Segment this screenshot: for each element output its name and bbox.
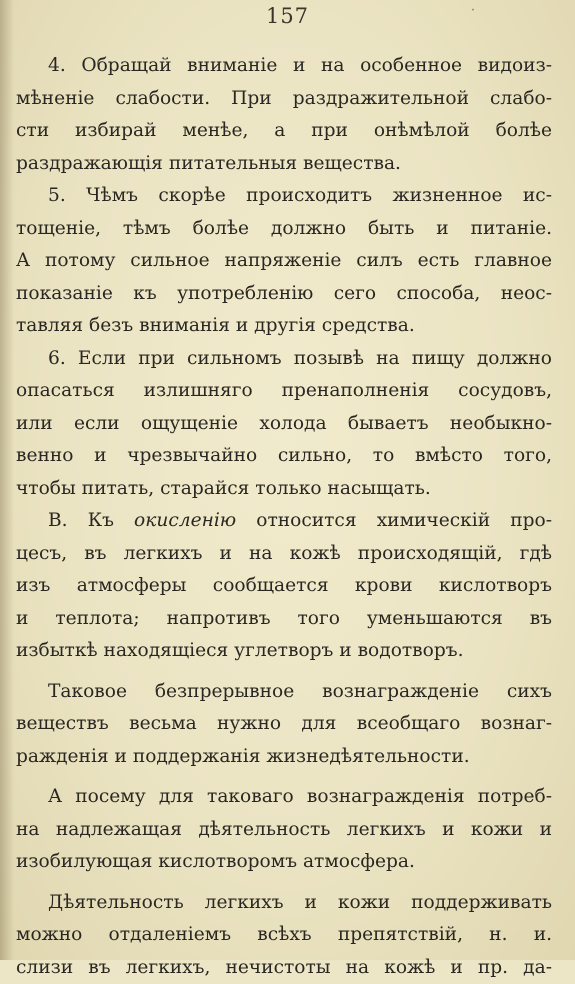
paragraph-3 (16, 343, 552, 506)
text-line: изъ атмосферы сообщается крови кислотворъ (16, 570, 552, 603)
stray-mark: ˙ (469, 6, 477, 25)
text-line: цесъ, въ легкихъ и на кожѣ происходящій, гдѣ (16, 538, 552, 571)
paragraph-7 (16, 887, 552, 984)
text-line: 6. Если при сильномъ позывѣ на пищу должно (16, 343, 552, 376)
text-line: веществъ весьма нужно для всеобщаго вознаг- (16, 708, 552, 741)
page-number: 157 (0, 4, 575, 28)
text-line: Дѣятельность легкихъ и кожи поддерживать (16, 887, 552, 920)
text-line: ражденія и поддержанія жизнедѣятельности. (16, 741, 552, 774)
text-line: на надлежащая дѣятельность легкихъ и кожи и (16, 814, 552, 847)
text-line: показаніе къ употребленію сего способа, неос- (16, 278, 552, 311)
text-line: опасаться излишняго пренаполненія сосудовъ, (16, 375, 552, 408)
text-line: мѣненіе слабости. При раздражительной слабо- (16, 83, 552, 116)
text-line: венно и чрезвычайно сильно, то вмѣсто того, (16, 440, 552, 473)
text-line: тощеніе, тѣмъ болѣе должно быть и питаніе. (16, 213, 552, 246)
text-line: Таковое безпрерывное вознагражденіе сихъ (16, 676, 552, 709)
paragraph-4 (16, 505, 552, 668)
text-line: можно отдаленіемъ всѣхъ препятствій, н. и. (16, 919, 552, 952)
text-line: 4. Обращай вниманіе и на особенное видоиз- (16, 50, 552, 83)
text-line: раздражающія питательныя вещества. (16, 148, 552, 181)
page-text (16, 50, 552, 984)
text-line: чтобы питать, старайся только насыщать. (16, 473, 552, 506)
text-line: изобилующая кислотворомъ атмосфера. (16, 846, 552, 879)
paragraph-6 (16, 781, 552, 879)
text-line: или если ощущеніе холода бываетъ необыкно- (16, 408, 552, 441)
text-line: тавляя безъ вниманія и другія средства. (16, 310, 552, 343)
paragraph-5 (16, 676, 552, 774)
paragraph-2 (16, 180, 552, 343)
page-edge-shadow (0, 0, 14, 960)
text-line: 5. Чѣмъ скорѣе происходитъ жизненное ис- (16, 180, 552, 213)
text-line: В. Къ окисленію относится химическій про- (16, 505, 552, 538)
text-line: слизи въ легкихъ, нечистоты на кожѣ и пр. да- (16, 952, 552, 984)
text-line: сти избирай менѣе, а при онѣмѣлой болѣе (16, 115, 552, 148)
text-line: А посему для таковаго вознагражденія потреб- (16, 781, 552, 814)
text-line: избыткѣ находящіеся углетворъ и водотворъ. (16, 635, 552, 668)
paragraph-1 (16, 50, 552, 180)
text-line: и теплота; напротивъ того уменьшаются въ (16, 603, 552, 636)
text-line: А потому сильное напряженіе силъ есть главное (16, 245, 552, 278)
